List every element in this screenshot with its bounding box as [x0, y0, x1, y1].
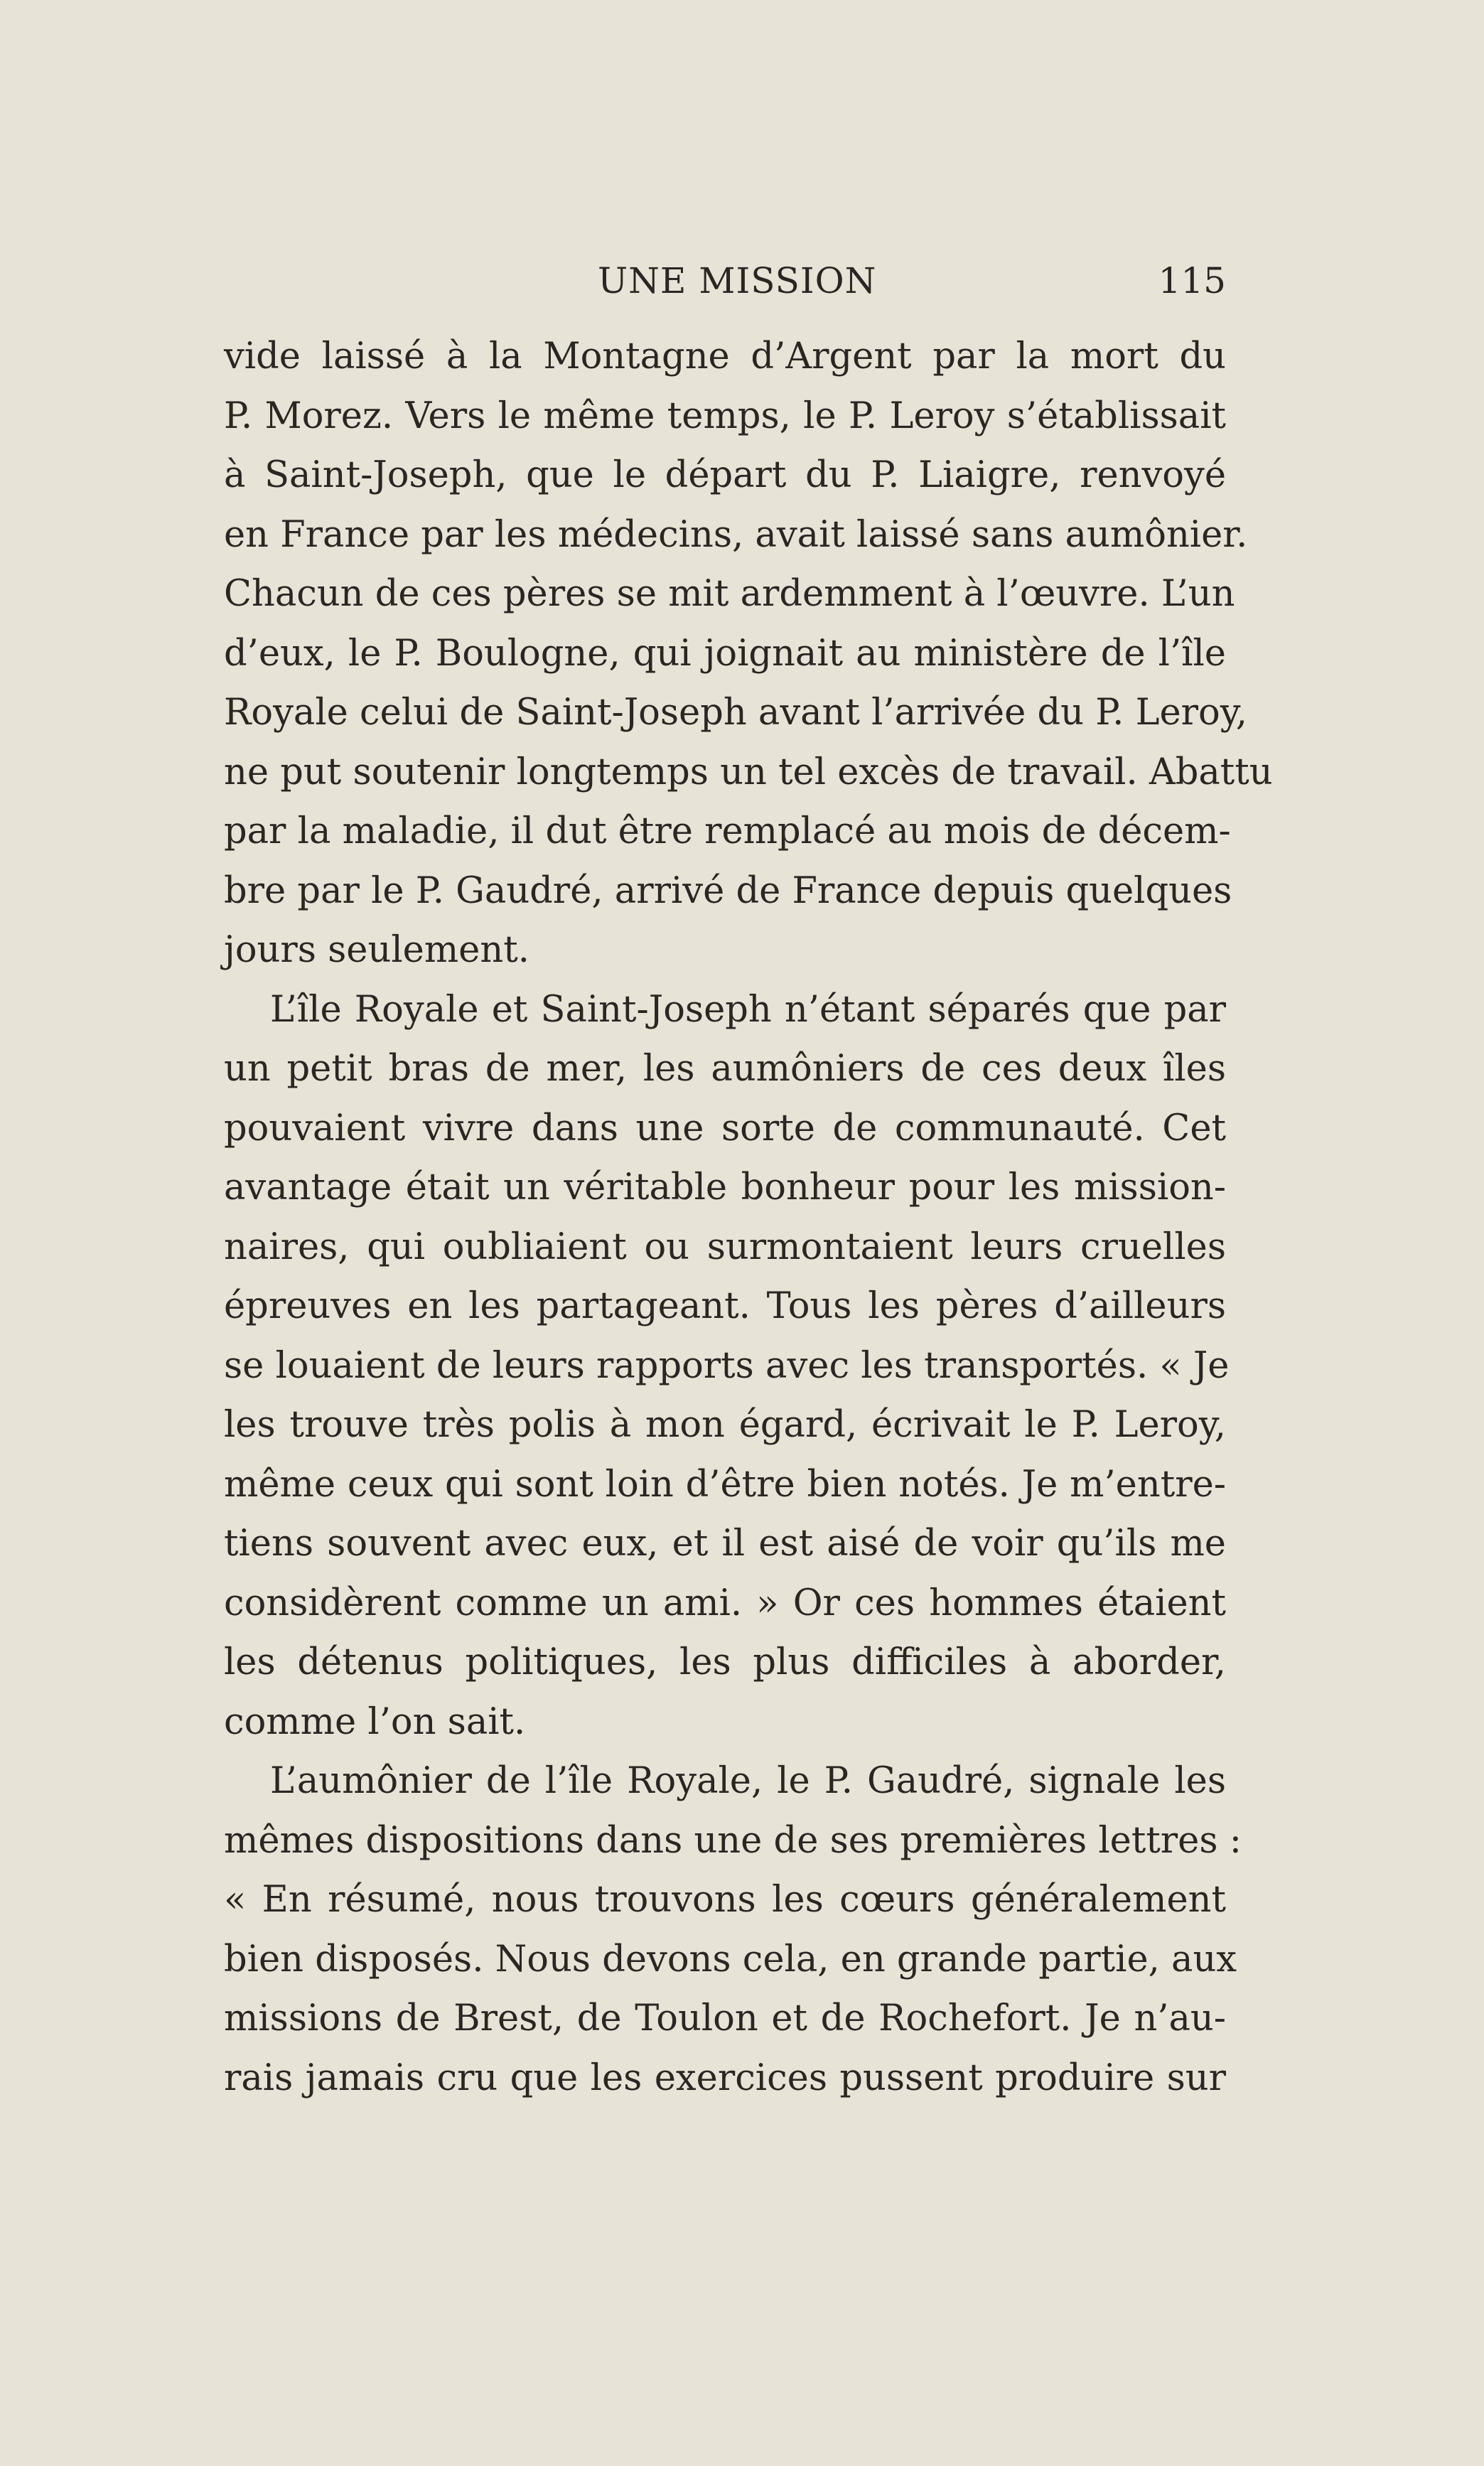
text-line: bien disposés. Nous devons cela, en grande partie, aux — [224, 1938, 1237, 1980]
text-line: même ceux qui sont loin d’être bien notés. Je m’entre- — [224, 1463, 1226, 1506]
text-line: par la maladie, il dut être remplacé au mois de décem- — [224, 810, 1231, 852]
text-line: L’île Royale et Saint-Joseph n’étant séparés que par — [270, 988, 1226, 1031]
text-line: « En résumé, nous trouvons les cœurs généralement — [224, 1879, 1226, 1921]
text-line: P. Morez. Vers le même temps, le P. Leroy s’établissait — [224, 395, 1226, 437]
text-line: missions de Brest, de Toulon et de Rochefort. Je n’au- — [224, 1998, 1226, 2039]
text-line: rais jamais cru que les exercices pussent produire sur — [224, 2057, 1226, 2099]
text-line: mêmes dispositions dans une de ses premières lettres : — [224, 1819, 1242, 1862]
text-line: épreuves en les partageant. Tous les pères d’ailleurs — [224, 1285, 1226, 1327]
text-line: L’aumônier de l’île Royale, le P. Gaudré, signale les — [270, 1760, 1226, 1802]
text-line: jours seulement. — [224, 929, 529, 971]
text-line: ne put soutenir longtemps un tel excès de travail. Abattu — [224, 751, 1273, 793]
text-line: comme l’on sait. — [224, 1700, 526, 1743]
text-line: Royale celui de Saint-Joseph avant l’arrivée du P. Leroy, — [224, 692, 1247, 734]
text-line: considèrent comme un ami. » Or ces hommes étaient — [224, 1582, 1226, 1624]
body-text — [224, 327, 1273, 2108]
text-line: en France par les médecins, avait laissé sans aumônier. — [224, 513, 1248, 556]
text-line: bre par le P. Gaudré, arrivé de France depuis quelques — [224, 869, 1232, 912]
text-line: Chacun de ces pères se mit ardemment à l’œuvre. L’un — [224, 573, 1235, 615]
page-number: 115 — [1158, 260, 1226, 301]
text-line: un petit bras de mer, les aumôniers de ces deux îles — [224, 1048, 1226, 1090]
text-line: pouvaient vivre dans une sorte de communauté. Cet — [224, 1107, 1226, 1149]
text-line: avantage était un véritable bonheur pour les mission- — [224, 1167, 1226, 1208]
text-line: se louaient de leurs rapports avec les transportés. « Je — [224, 1344, 1230, 1387]
text-line: naires, qui oubliaient ou surmontaient leurs cruelles — [224, 1226, 1226, 1268]
text-line: vide laissé à la Montagne d’Argent par la mort du — [224, 336, 1226, 377]
text-line: à Saint-Joseph, que le départ du P. Liaigre, renvoyé — [224, 454, 1226, 496]
running-title: UNE MISSION — [598, 260, 877, 301]
text-line: les détenus politiques, les plus difficiles à aborder, — [224, 1641, 1226, 1683]
page-header — [224, 256, 1226, 306]
text-line: d’eux, le P. Boulogne, qui joignait au ministère de l’île — [224, 632, 1226, 675]
text-line: les trouve très polis à mon égard, écrivait le P. Leroy, — [224, 1404, 1226, 1446]
text-line: tiens souvent avec eux, et il est aisé de voir qu’ils me — [224, 1523, 1226, 1565]
